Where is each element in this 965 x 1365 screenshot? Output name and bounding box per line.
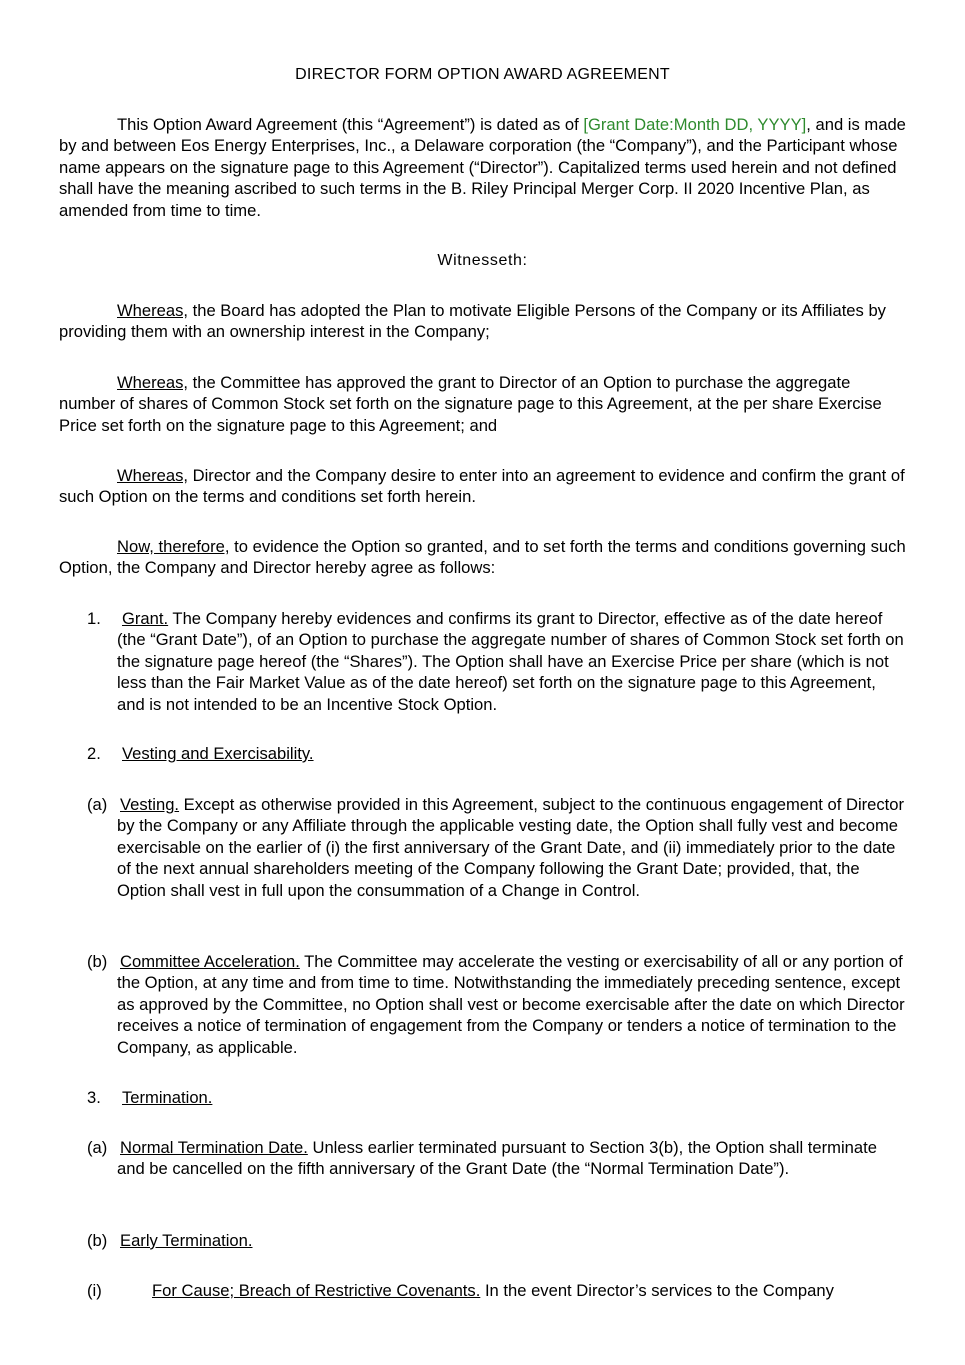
recital-lead: Whereas, [117, 466, 189, 485]
intro-text-start: This Option Award Agreement (this “Agreement”) is dated as of [117, 115, 584, 134]
section-heading: Grant. [122, 609, 169, 628]
intro-paragraph [59, 114, 911, 221]
witnesseth-heading: Witnesseth: [437, 252, 528, 269]
subsection-text: Except as otherwise provided in this Agreement, subject to the continuous engagement of Director by the Company or any Affiliate through the applicable vesting date, the Option shall fully vest and become exercisable on the earlier of (i) the first anniversary of the Grant Date, and (ii) immediately prior to the date of the next annual shareholders meeting of the Company following the Grant Date; provided, that, the Option shall vest in full upon the consummation of a Change in Control. [117, 795, 905, 900]
section-grant [87, 608, 907, 715]
section-number: 2. [87, 744, 101, 763]
clause-marker: (i) [87, 1281, 102, 1300]
clause-text: In the event Director’s services to the Company [480, 1281, 834, 1300]
recital-text: the Board has adopted the Plan to motivate Eligible Persons of the Company or its Affiliates by providing them with an ownership interest in the Company; [59, 301, 886, 342]
grant-date-placeholder: [Grant Date:Month DD, YYYY] [583, 115, 807, 134]
subsection-marker: (b) [87, 1231, 108, 1250]
subsection-marker: (a) [87, 795, 108, 814]
subsection-vesting [87, 794, 907, 901]
recital-text: to evidence the Option so granted, and to set forth the terms and conditions governing such Option, the Company and Director hereby agree as follows: [59, 537, 906, 578]
subsection-normal-termination [87, 1137, 907, 1180]
section-vesting [87, 743, 907, 764]
subsection-heading: Vesting. [120, 795, 180, 814]
section-text: The Company hereby evidences and confirms its grant to Director, effective as of the date hereof (the “Grant Date”), of an Option to purchase the aggregate number of shares of Common Stock set forth on the signature page hereof (the “Shares”). The Option shall have an Exercise Price per share (which is not less than the Fair Market Value as of the date hereof) set forth on the signature page to this Agreement, and is not intended to be an Incentive Stock Option. [117, 609, 904, 714]
recital-lead: Now, therefore, [117, 537, 230, 556]
recital-paragraph [59, 300, 911, 343]
subsection-heading: Early Termination. [120, 1231, 253, 1250]
subsection-text: The Committee may accelerate the vesting or exercisability of all or any portion of the Option, at any time and from time to time. Notwithstanding the immediately preceding sentence, except as approved by the Committee, no Option shall vest or become exercisable after the date on which Director receives a notice of termination of engagement from the Company or tenders a notice of termination to the Company, as applicable. [117, 952, 905, 1057]
subsection-heading: Normal Termination Date. [120, 1138, 308, 1157]
section-termination [87, 1087, 907, 1108]
subsection-marker: (a) [87, 1138, 108, 1157]
recital-lead: Whereas, [117, 301, 189, 320]
subsection-marker: (b) [87, 952, 108, 971]
recital-lead: Whereas, [117, 373, 189, 392]
document-title: DIRECTOR FORM OPTION AWARD AGREEMENT [295, 66, 670, 83]
clause-for-cause [87, 1280, 907, 1301]
section-heading: Vesting and Exercisability. [122, 744, 314, 763]
subsection-early-termination [87, 1230, 907, 1251]
clause-heading: For Cause; Breach of Restrictive Covenants. [152, 1281, 481, 1300]
section-number: 3. [87, 1088, 101, 1107]
recital-text: Director and the Company desire to enter into an agreement to evidence and confirm the grant of such Option on the terms and conditions set forth herein. [59, 466, 905, 507]
subsection-heading: Committee Acceleration. [120, 952, 300, 971]
recital-text: the Committee has approved the grant to Director of an Option to purchase the aggregate number of shares of Common Stock set forth on the signature page to this Agreement, at the per share Exercise Price set forth on the signature page to this Agreement; and [59, 373, 882, 435]
section-number: 1. [87, 609, 101, 628]
subsection-committee-acceleration [87, 951, 907, 1058]
recital-paragraph [59, 372, 911, 436]
recital-paragraph [59, 465, 911, 508]
recital-paragraph [59, 536, 911, 579]
section-heading: Termination. [122, 1088, 213, 1107]
subsection-text: Unless earlier terminated pursuant to Section 3(b), the Option shall terminate and be cancelled on the fifth anniversary of the Grant Date (the “Normal Termination Date”). [117, 1138, 877, 1179]
intro-text-rest: , and is made by and between Eos Energy Enterprises, Inc., a Delaware corporation (the “Company”), and the Participant whose name appears on the signature page to this Agreement (“Director”). Capitalized terms used herein and not defined shall have the meaning ascribed to such terms in the B. Riley Principal Merger Corp. II 2020 Incentive Plan, as amended from time to time. [59, 115, 906, 220]
